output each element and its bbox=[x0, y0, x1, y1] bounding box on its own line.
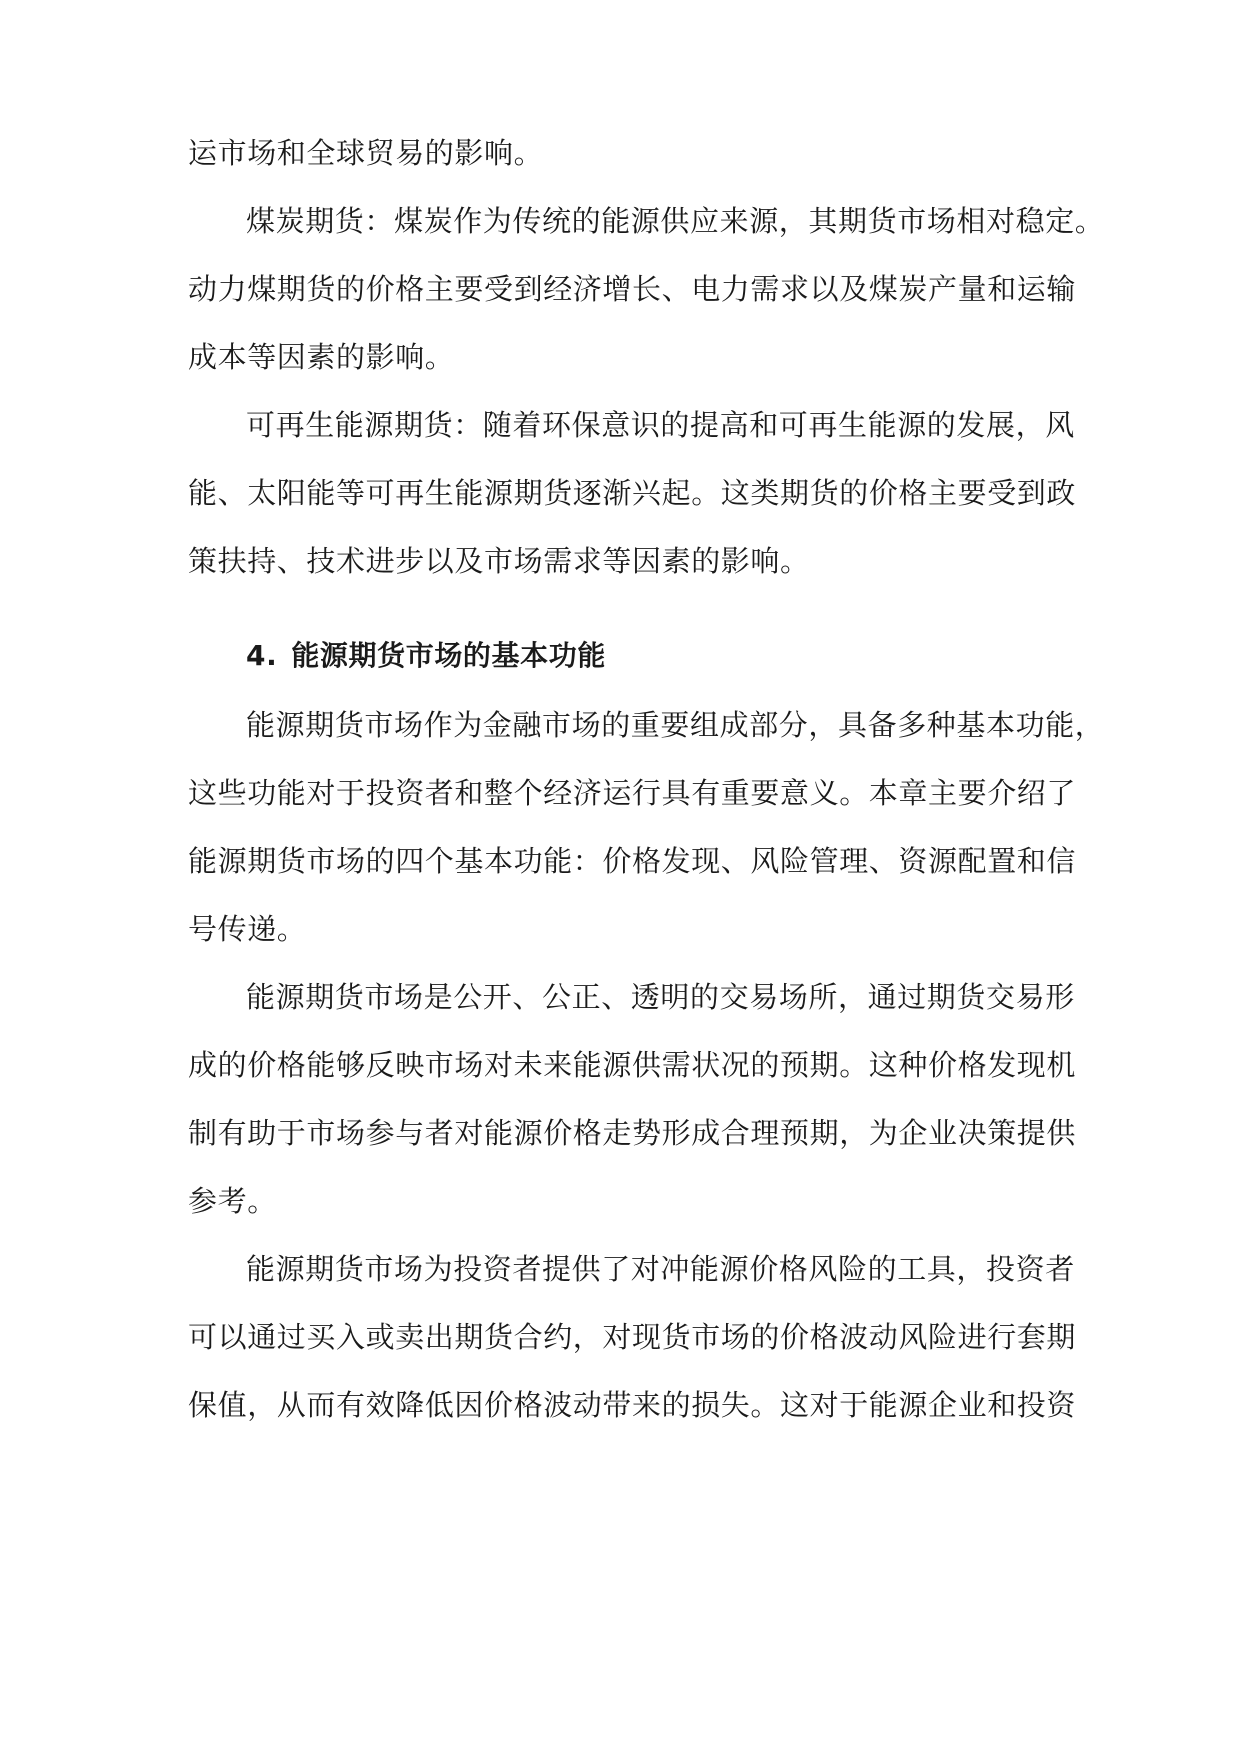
paragraph-line: 参考。 bbox=[188, 1184, 277, 1218]
section-heading bbox=[246, 636, 606, 676]
paragraph-line: 保值，从而有效降低因价格波动带来的损失。这对于能源企业和投资 bbox=[188, 1388, 1077, 1422]
paragraph-line: 成本等因素的影响。 bbox=[188, 340, 455, 374]
paragraph-line: 动力煤期货的价格主要受到经济增长、电力需求以及煤炭产量和运输 bbox=[188, 272, 1077, 306]
paragraph-line: 能源期货市场的四个基本功能：价格发现、风险管理、资源配置和信 bbox=[188, 844, 1077, 878]
paragraph-line: 策扶持、技术进步以及市场需求等因素的影响。 bbox=[188, 544, 810, 578]
paragraph-line: 能、太阳能等可再生能源期货逐渐兴起。这类期货的价格主要受到政 bbox=[188, 476, 1077, 510]
paragraph-line: 号传递。 bbox=[188, 912, 307, 946]
paragraph-line: 可以通过买入或卖出期货合约，对现货市场的价格波动风险进行套期 bbox=[188, 1320, 1077, 1354]
paragraph-line: 成的价格能够反映市场对未来能源供需状况的预期。这种价格发现机 bbox=[188, 1048, 1077, 1082]
paragraph-line: 运市场和全球贸易的影响。 bbox=[188, 136, 544, 170]
section-number: 4. bbox=[246, 639, 278, 672]
paragraph-line: 能源期货市场为投资者提供了对冲能源价格风险的工具，投资者 bbox=[246, 1252, 1075, 1286]
paragraph-line: 煤炭期货：煤炭作为传统的能源供应来源，其期货市场相对稳定。 bbox=[246, 204, 1105, 238]
paragraph-line: 这些功能对于投资者和整个经济运行具有重要意义。本章主要介绍了 bbox=[188, 776, 1077, 810]
paragraph-line: 能源期货市场是公开、公正、透明的交易场所，通过期货交易形 bbox=[246, 980, 1075, 1014]
paragraph-line: 可再生能源期货：随着环保意识的提高和可再生能源的发展，风 bbox=[246, 408, 1075, 442]
section-title: 能源期货市场的基本功能 bbox=[291, 639, 606, 672]
paragraph-line: 制有助于市场参与者对能源价格走势形成合理预期，为企业决策提供 bbox=[188, 1116, 1077, 1150]
paragraph-line: 能源期货市场作为金融市场的重要组成部分，具备多种基本功能， bbox=[246, 708, 1105, 742]
